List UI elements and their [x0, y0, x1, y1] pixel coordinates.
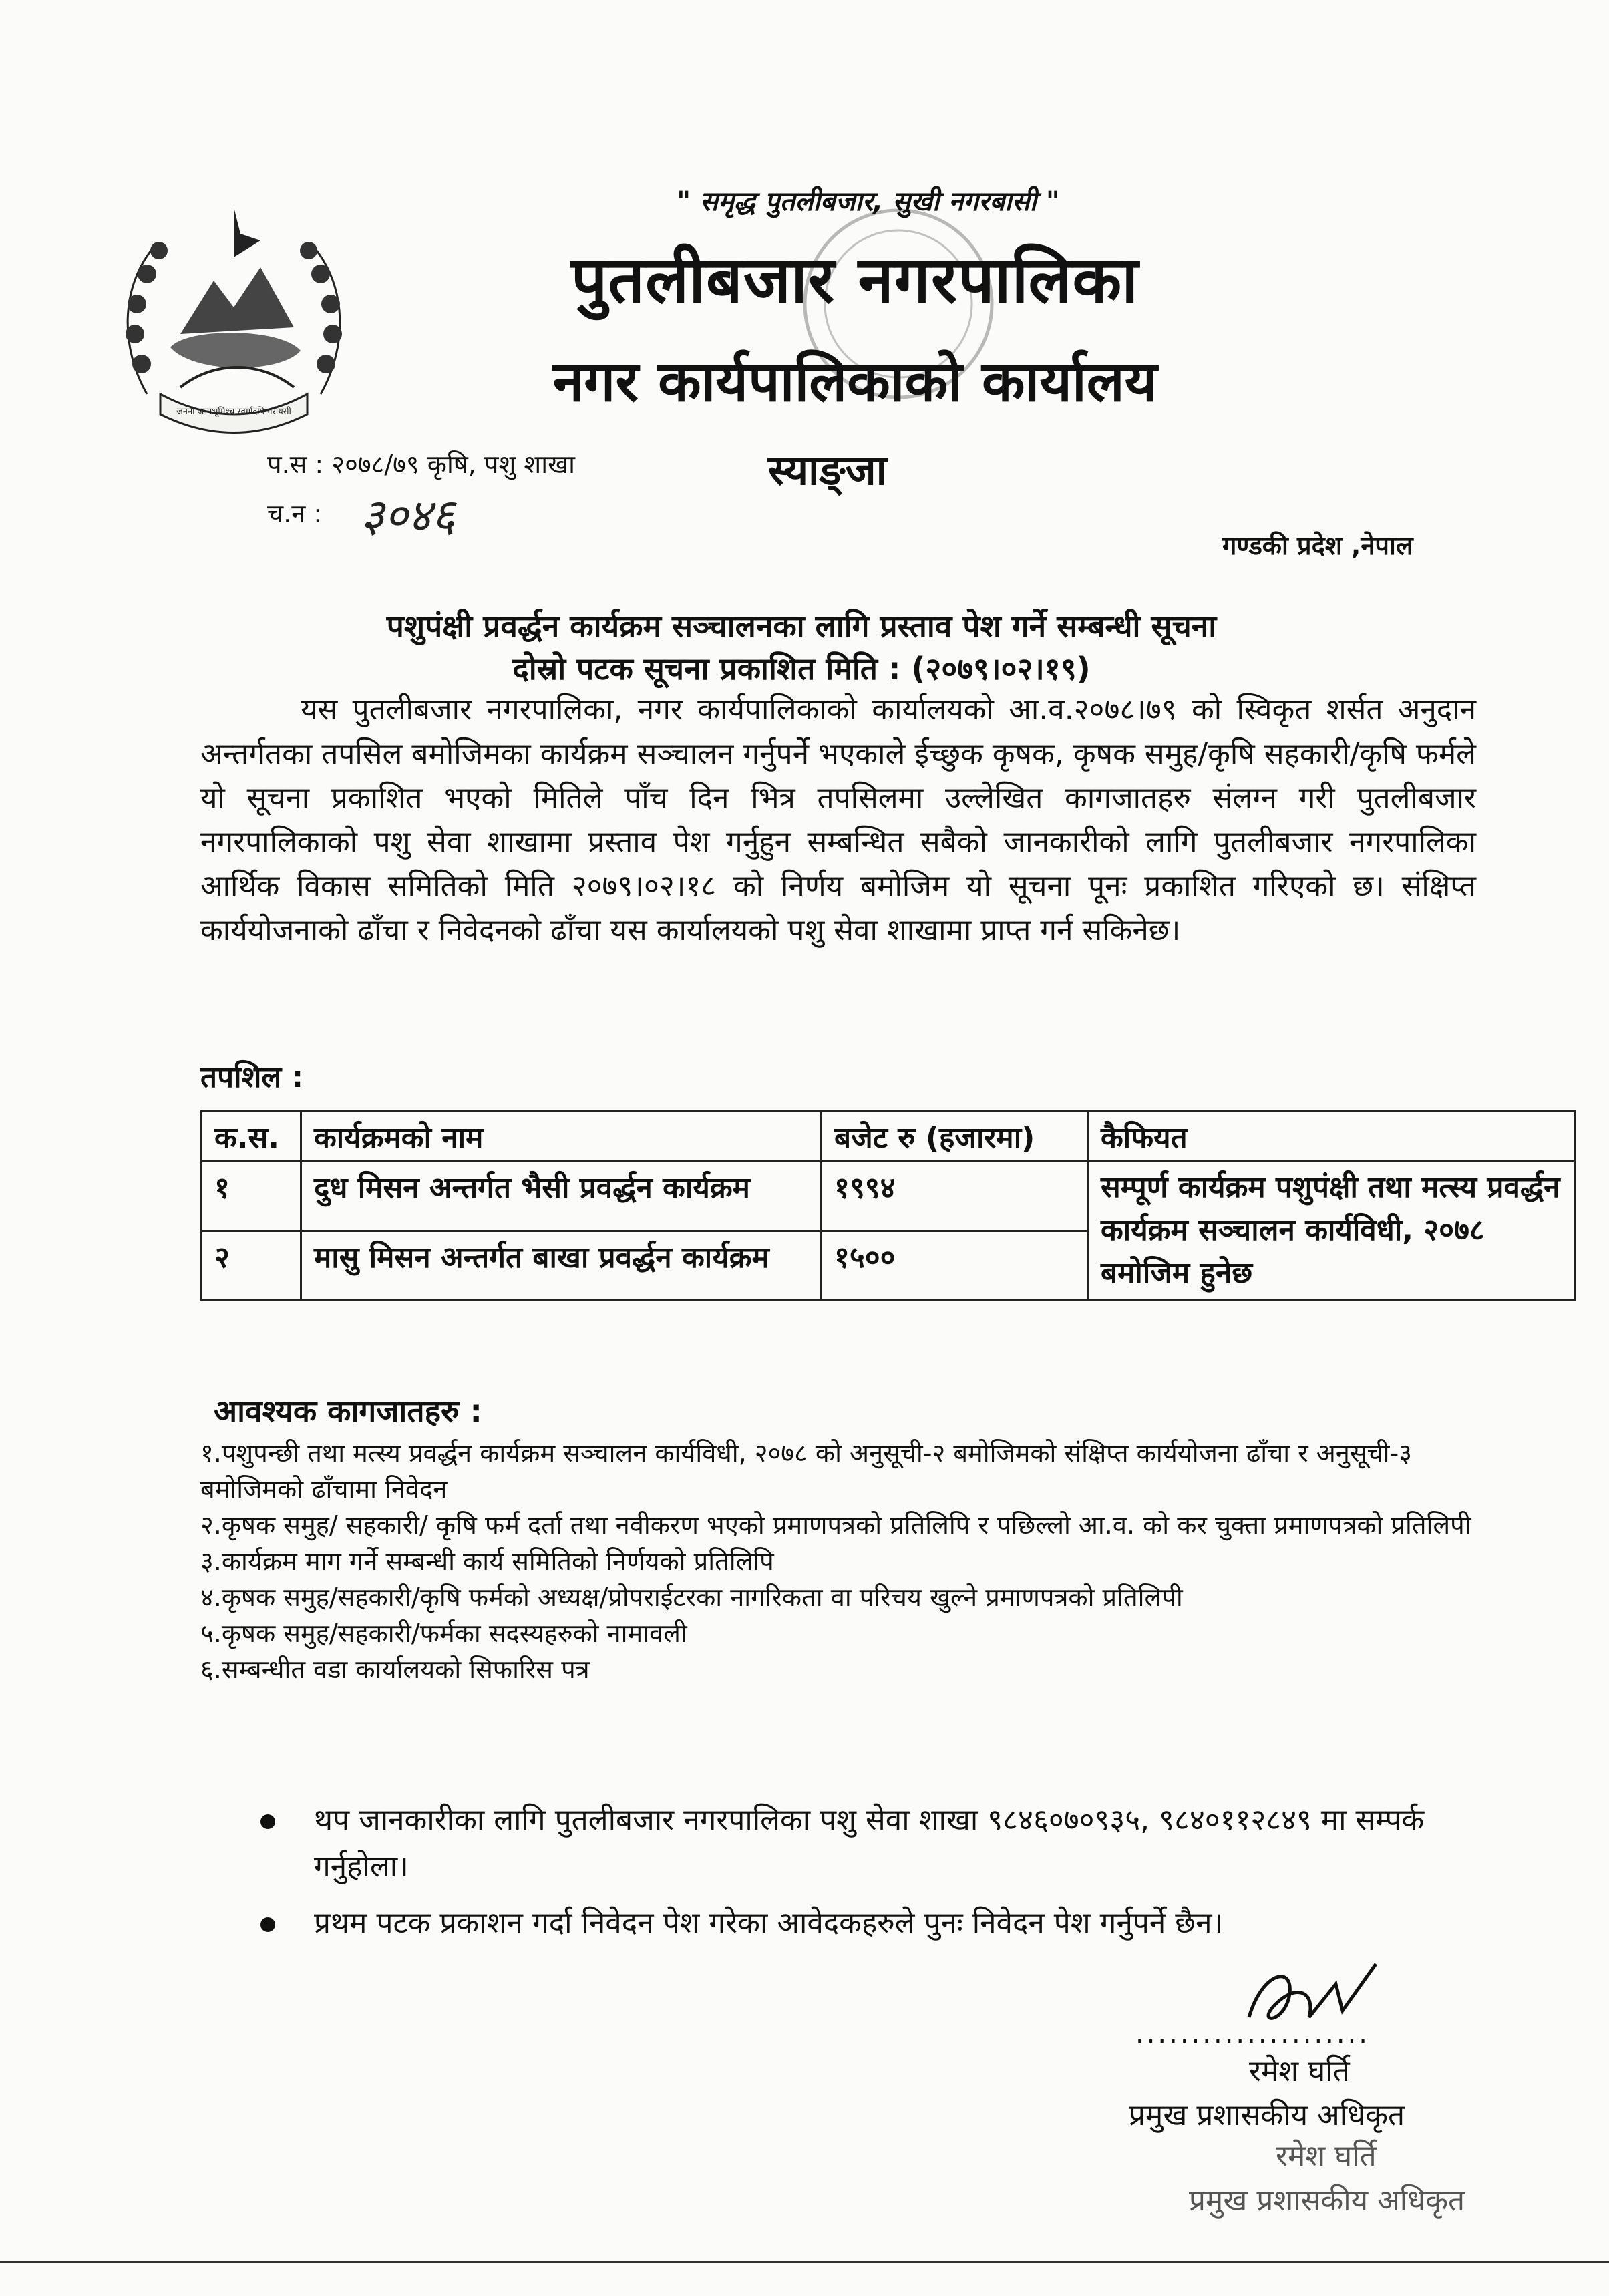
office-title: नगर कार्यपालिकाको कार्यालय [552, 349, 1157, 414]
reference-cn-label: च.न : [267, 499, 323, 528]
reference-cn-value: ३०४६ [361, 490, 456, 542]
cell-program-name: दुध मिसन अन्तर्गत भैसी प्रवर्द्धन कार्यक्रम [301, 1162, 822, 1231]
reference-ps: प.स : २०७८/७९ कृषि, पशु शाखा [267, 450, 576, 479]
emblem-caption: जननी जन्मभूमिश्च स्वर्गादपि गरीयसी [176, 407, 291, 417]
col-header-budget: बजेट रु (हजारमा) [822, 1112, 1088, 1162]
cell-budget: १९९४ [822, 1162, 1088, 1231]
col-header-name: कार्यक्रमको नाम [301, 1112, 822, 1162]
bullet-icon [260, 1917, 275, 1932]
required-documents-list [200, 1435, 1483, 1687]
cell-budget: १५०० [822, 1231, 1088, 1300]
notice-subject-line: पशुपंक्षी प्रवर्द्धन कार्यक्रम सञ्चालनका लागि प्रस्ताव पेश गर्ने सम्बन्धी सूचना [386, 608, 1217, 644]
list-item [260, 1900, 1469, 1947]
notice-subject [200, 605, 1403, 690]
stamp-signer-title: प्रमुख प्रशासकीय अधिकृत [1189, 2184, 1465, 2218]
list-item: ४.कृषक समुह/सहकारी/कृषि फर्मको अध्यक्ष/प्रोपराईटरका नागरिकता वा परिचय खुल्ने प्रमाणपत्रको प्रतिलिपी [200, 1583, 1183, 1612]
bullet-icon [260, 1814, 275, 1829]
district-name: स्याङ्जा [768, 446, 887, 494]
list-item [260, 1797, 1469, 1891]
nepal-emblem-icon [107, 194, 361, 448]
note-text: थप जानकारीका लागि पुतलीबजार नगरपालिका पशु सेवा शाखा ९८४६०७०९३५, ९८४०११२८४९ मा सम्पर्क गर्नुहोला। [314, 1803, 1425, 1884]
col-header-sn: क.स. [202, 1112, 301, 1162]
province-name: गण्डकी प्रदेश ,नेपाल [1222, 531, 1413, 560]
notice-published-date: दोस्रो पटक सूचना प्रकाशित मिति : (२०७९।०२।१९) [512, 651, 1091, 687]
municipality-title: पुतलीबजार नगरपालिका [570, 242, 1139, 317]
list-item: ६.सम्बन्धीत वडा कार्यालयको सिफारिस पत्र [200, 1655, 590, 1684]
cell-program-name: मासु मिसन अन्तर्गत बाखा प्रवर्द्धन कार्यक्रम [301, 1231, 822, 1300]
signer-name: रमेश घर्ति [1249, 2054, 1350, 2088]
signature-line: ..................... [1135, 2019, 1371, 2049]
note-text: प्रथम पटक प्रकाशन गर्दा निवेदन पेश गरेका आवेदकहरुले पुनः निवेदन पेश गर्नुपर्ने छैन। [314, 1906, 1224, 1940]
col-header-remarks: कैफियत [1088, 1112, 1576, 1162]
program-table [200, 1110, 1576, 1301]
schedule-label: तपशिल : [200, 1060, 304, 1094]
list-item: ५.कृषक समुह/सहकारी/फर्मका सदस्यहरुको नामावली [200, 1619, 687, 1648]
slogan: " समृद्ध पुतलीबजार, सुखी नगरबासी " [677, 186, 1060, 217]
list-item: १.पशुपन्छी तथा मत्स्य प्रवर्द्धन कार्यक्रम सञ्चालन कार्यविधी, २०७८ को अनुसूची-२ बमोजिमको संक्षिप्त कार्ययोजना ढाँचा र अनुसूची-३ बमोजिमको ढाँचामा निवेदन [200, 1438, 1412, 1504]
list-item: ३.कार्यक्रम माग गर्ने सम्बन्धी कार्य समितिको निर्णयको प्रतिलिपि [200, 1546, 774, 1576]
cell-sn: २ [202, 1231, 301, 1300]
cell-remarks: सम्पूर्ण कार्यक्रम पशुपंक्षी तथा मत्स्य प्रवर्द्धन कार्यक्रम सञ्चालन कार्यविधी, २०७८ बमोजिम हुनेछ [1088, 1162, 1576, 1300]
stamp-signer-name: रमेश घर्ति [1276, 2139, 1377, 2173]
cell-sn: १ [202, 1162, 301, 1231]
table-row [202, 1162, 1576, 1231]
list-item: २.कृषक समुह/ सहकारी/ कृषि फर्म दर्ता तथा नवीकरण भएको प्रमाणपत्रको प्रतिलिपि र पछिल्लो आ.व. को कर चुक्ता प्रमाणपत्रको प्रतिलिपी [200, 1510, 1471, 1540]
signer-title: प्रमुख प्रशासकीय अधिकृत [1129, 2098, 1405, 2132]
required-documents-title: आवश्यक कागजातहरु : [214, 1393, 482, 1429]
notes-list [260, 1797, 1469, 1956]
table-header-row [202, 1112, 1576, 1162]
notice-body: यस पुतलीबजार नगरपालिका, नगर कार्यपालिकाको कार्यालयको आ.व.२०७८।७९ को स्विकृत शर्सत अनुदान अन्तर्गतका तपसिल बमोजिमका कार्यक्रम सञ्चालन गर्नुपर्ने भएकाले ईच्छुक कृषक, कृषक समुह/कृषि सहकारी/कृषि फर्मले यो सूचना प्रकाशित भएको मितिले पाँच दिन भित्र तपसिलमा उल्लेखित कागजातहरु संलग्न गरी पुतलीबजार नगरपालिकाको पशु सेवा शाखामा प्रस्ताव पेश गर्नुहुन सम्बन्धित सबैको जानकारीको लागि पुतलीबजार नगरपालिका आर्थिक विकास समितिको मिति २०७९।०२।१८ को निर्णय बमोजिम यो सूचना पूनः प्रकाशित गरिएको छ। संक्षिप्त कार्ययोजनाको ढाँचा र निवेदनको ढाँचा यस कार्यालयको पशु सेवा शाखामा प्राप्त गर्न सकिनेछ। [200, 693, 1476, 947]
footer-divider [0, 2261, 1609, 2263]
